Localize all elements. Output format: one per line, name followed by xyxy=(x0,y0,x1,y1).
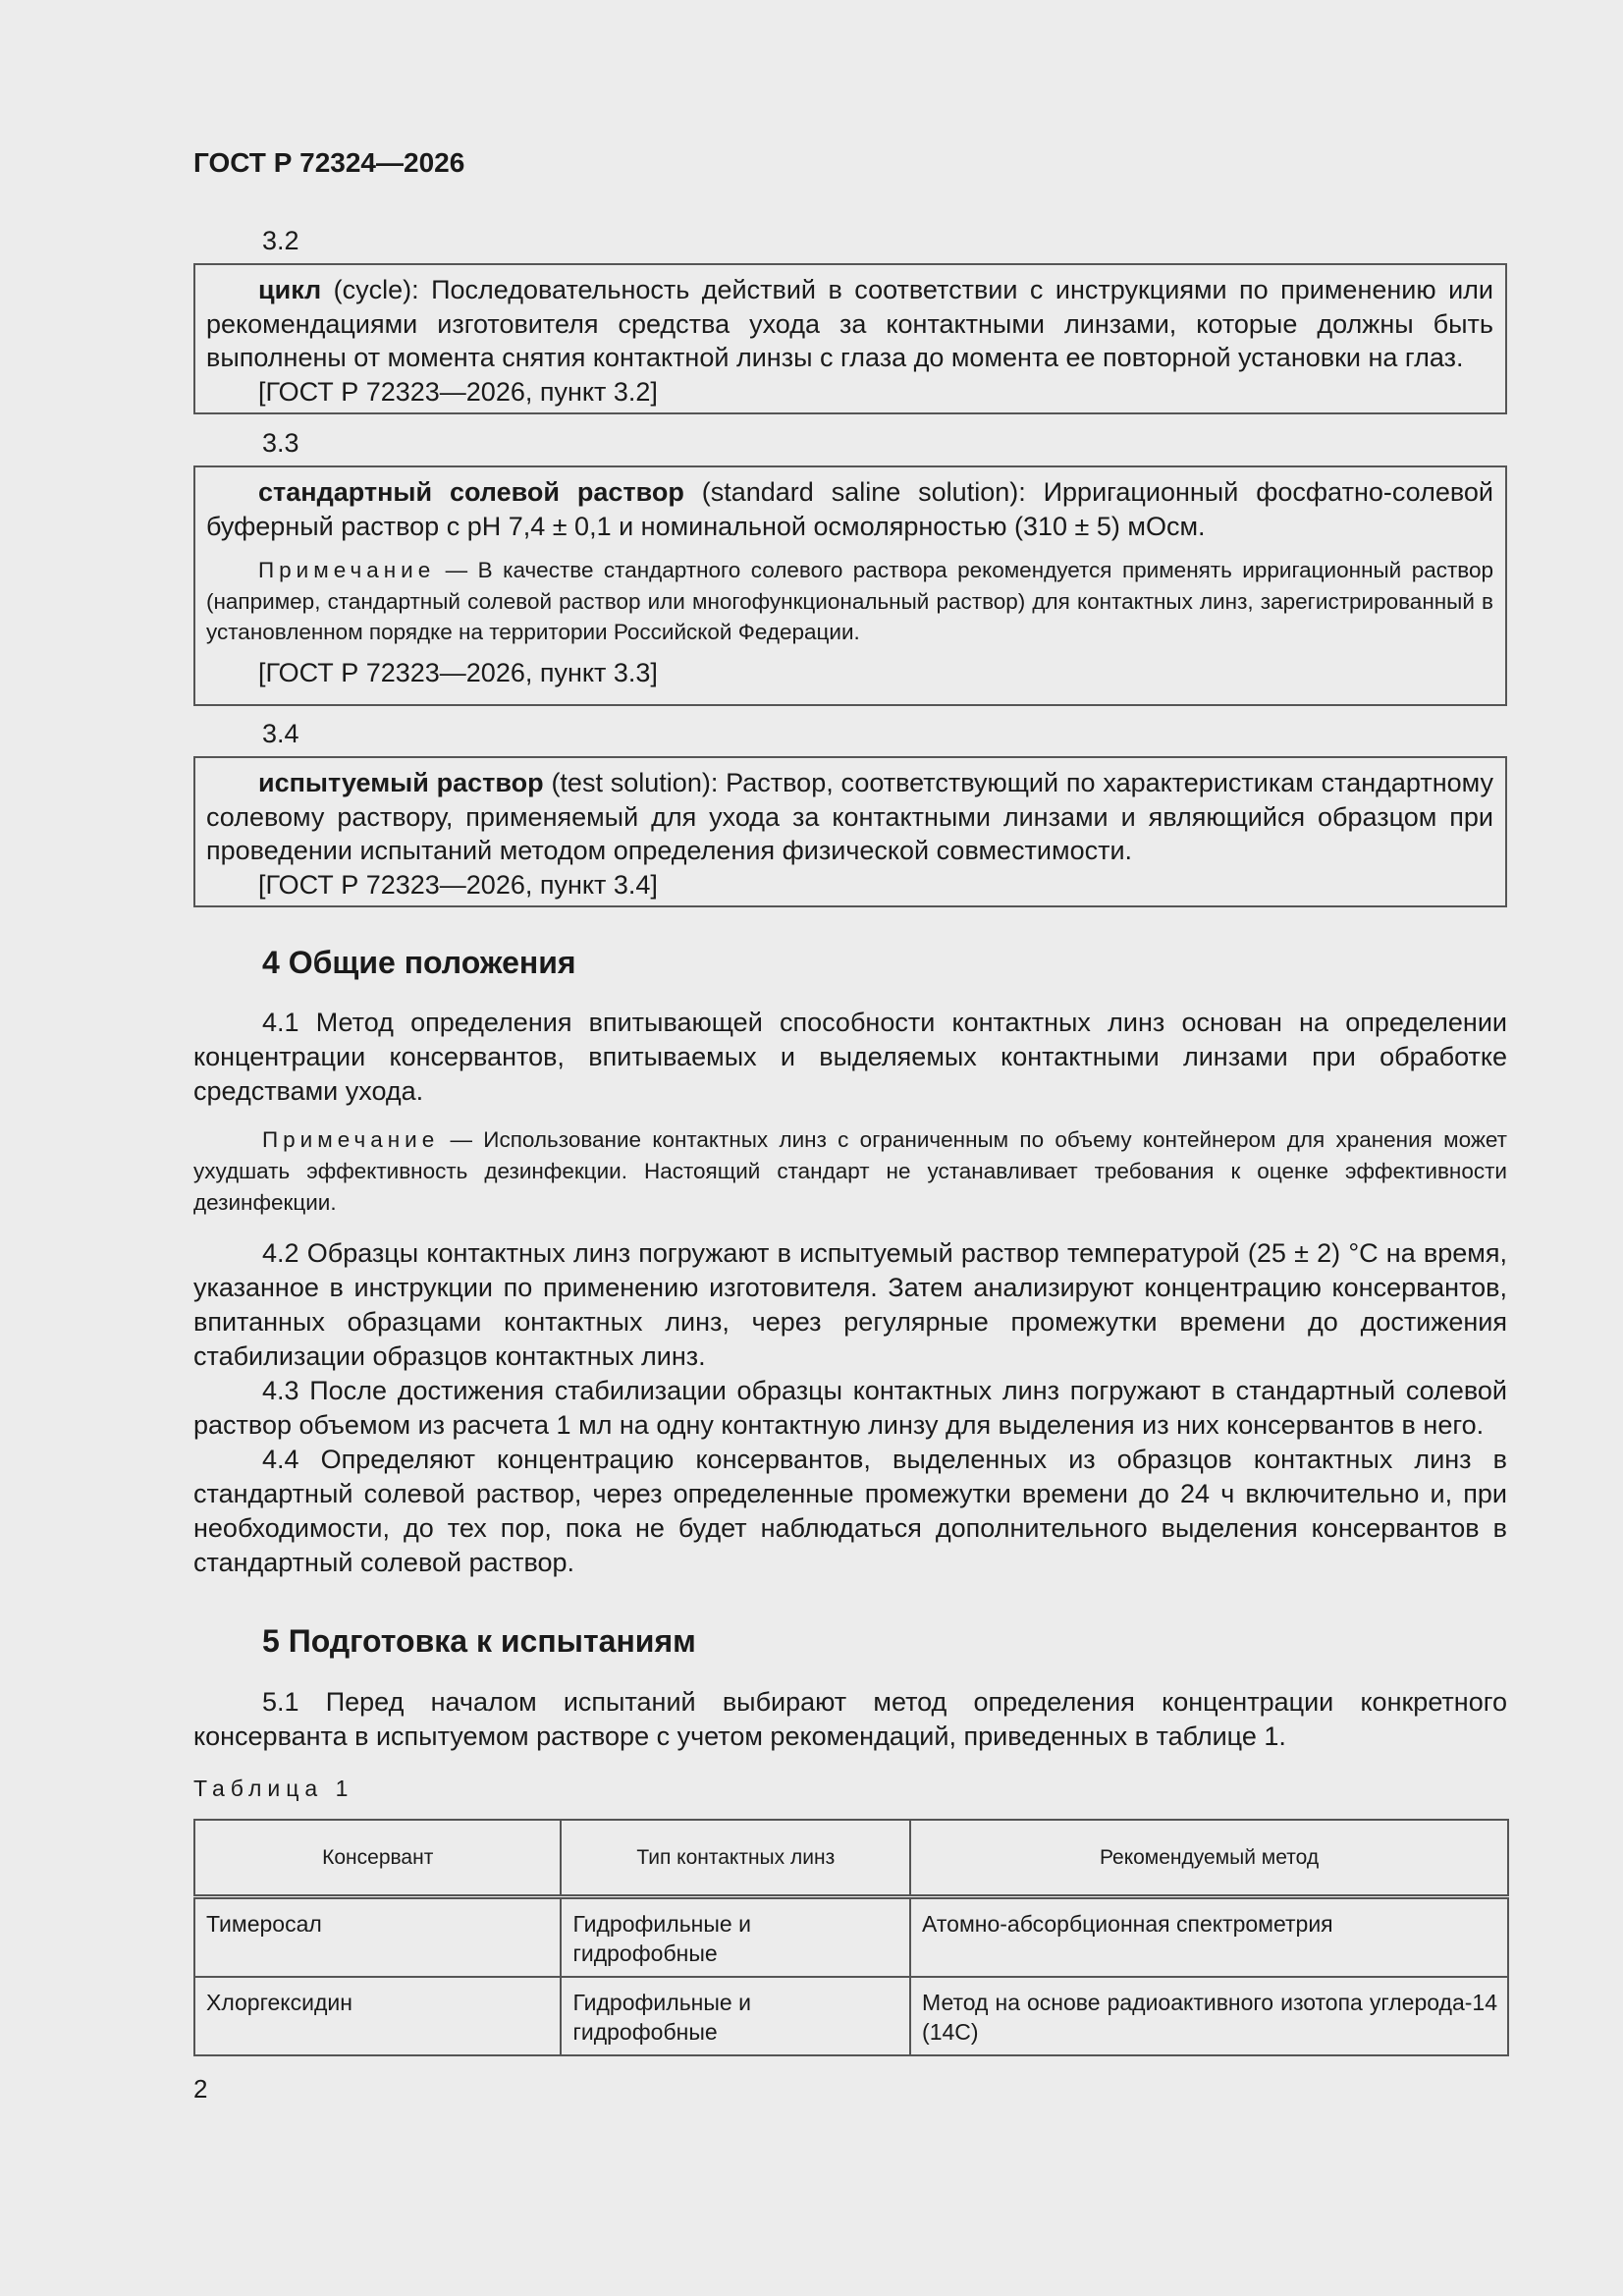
table-cell: Метод на основе радиоактивного изотопа углерода-14 (14С) xyxy=(910,1977,1508,2055)
note-text: — В качестве стандартного солевого раствора рекомендуется применять ирригационный раствор (например, стандартный солевой раствор или многофункциональный раствор) для контактных линз, зарегистрированный в установленном порядке на территории Российской Федерации. xyxy=(206,558,1493,644)
term-number: 3.4 xyxy=(262,719,299,748)
paragraph-4-4: 4.4 Определяют концентрацию консервантов, выделенных из образцов контактных линз в стандартный солевой раствор, через определенные промежутки времени до 24 ч включительно и, при необходимости, до тех пор, пока не будет наблюдаться дополнительного выделения консервантов в стандартный солевой раствор. xyxy=(193,1445,1507,1577)
table-header-row xyxy=(194,1820,1508,1897)
section-title: 5 Подготовка к испытаниям xyxy=(262,1623,696,1659)
page-number: 2 xyxy=(193,2074,208,2104)
term-reference: [ГОСТ Р 72323—2026, пункт 3.3] xyxy=(258,657,658,687)
term-reference: [ГОСТ Р 72323—2026, пункт 3.2] xyxy=(258,376,658,407)
note xyxy=(193,1124,1507,1219)
note-label: Примечание xyxy=(262,1127,440,1152)
table-row xyxy=(194,1897,1508,1978)
column-header: Рекомендуемый метод xyxy=(910,1820,1508,1897)
term-text: (cycle): Последовательность действий в соответствии с инструкциями по применению или рекомендациями изготовителя средства ухода за контактными линзами, которые должны быть выполнены от момента снятия контактной линзы с глаза до момента ее повторной установки на глаз. xyxy=(206,275,1493,372)
table-cell: Гидрофильные и гидрофобные xyxy=(561,1897,910,1978)
table-cell: Атомно-абсорбционная спектрометрия xyxy=(910,1897,1508,1978)
section-title: 4 Общие положения xyxy=(262,945,576,980)
term-definition xyxy=(206,273,1493,375)
paragraph-5-1: 5.1 Перед началом испытаний выбирают метод определения концентрации конкретного консерванта в испытуемом растворе с учетом рекомендаций, приведенных в таблице 1. xyxy=(193,1687,1507,1751)
term-box xyxy=(193,465,1507,706)
table-caption: Таблица 1 xyxy=(193,1776,354,1801)
term-reference: [ГОСТ Р 72323—2026, пункт 3.4] xyxy=(258,869,658,900)
term-name: цикл xyxy=(258,275,322,304)
term-name: стандартный солевой раствор xyxy=(258,477,684,507)
note-text: — Использование контактных линз с ограниченным по объему контейнером для хранения может ухудшать эффективность дезинфекции. Настоящий стандарт не устанавливает требования к оценке эффективности дезинфекции. xyxy=(193,1127,1507,1215)
term-definition xyxy=(206,766,1493,868)
paragraph-group xyxy=(193,1236,1507,1580)
term-note xyxy=(206,555,1493,648)
paragraph-4-3: 4.3 После достижения стабилизации образцы контактных линз погружают в стандартный солевой раствор объемом из расчета 1 мл на одну контактную линзу для выделения из них консервантов в него. xyxy=(193,1376,1507,1440)
paragraph xyxy=(193,1685,1507,1754)
term-definition xyxy=(206,475,1493,543)
term-number: 3.3 xyxy=(262,428,299,458)
paragraph-4-2: 4.2 Образцы контактных линз погружают в испытуемый раствор температурой (25 ± 2) °C на время, указанное в инструкции по применению изготовителя. Затем анализируют концентрацию консервантов, впитанных образцами контактных линз, через регулярные промежутки времени до достижения стабилизации образцов контактных линз. xyxy=(193,1238,1507,1371)
section-note xyxy=(193,1124,1507,1219)
paragraph-4-1: 4.1 Метод определения впитывающей способности контактных линз основан на определении концентрации консервантов, впитываемых и выделяемых контактными линзами при обработке средствами ухода. xyxy=(193,1008,1507,1106)
table-cell: Гидрофильные и гидрофобные xyxy=(561,1977,910,2055)
table-cell: Хлоргексидин xyxy=(194,1977,561,2055)
term-box xyxy=(193,263,1507,414)
table-cell: Тимеросал xyxy=(194,1897,561,1978)
note-label: Примечание xyxy=(258,558,436,582)
column-header: Тип контактных линз xyxy=(561,1820,910,1897)
term-number: 3.2 xyxy=(262,226,299,255)
table-row xyxy=(194,1977,1508,2055)
paragraph xyxy=(193,1006,1507,1109)
document-header: ГОСТ Р 72324—2026 xyxy=(193,147,465,178)
term-text: (standard saline solution): Ирригационный фосфатно-солевой буферный раствор с pH 7,4 ± 0,1 и номинальной осмолярностью (310 ± 5) мОсм. xyxy=(206,477,1493,541)
term-name: испытуемый раствор xyxy=(258,768,544,797)
term-text: (test solution): Раствор, соответствующий по характеристикам стандартному солевому раствору, применяемый для ухода за контактными линзами и являющийся образцом при проведении испытаний методом определения физической совместимости. xyxy=(206,768,1493,865)
data-table xyxy=(193,1819,1509,2056)
column-header: Консервант xyxy=(194,1820,561,1897)
term-box xyxy=(193,756,1507,907)
